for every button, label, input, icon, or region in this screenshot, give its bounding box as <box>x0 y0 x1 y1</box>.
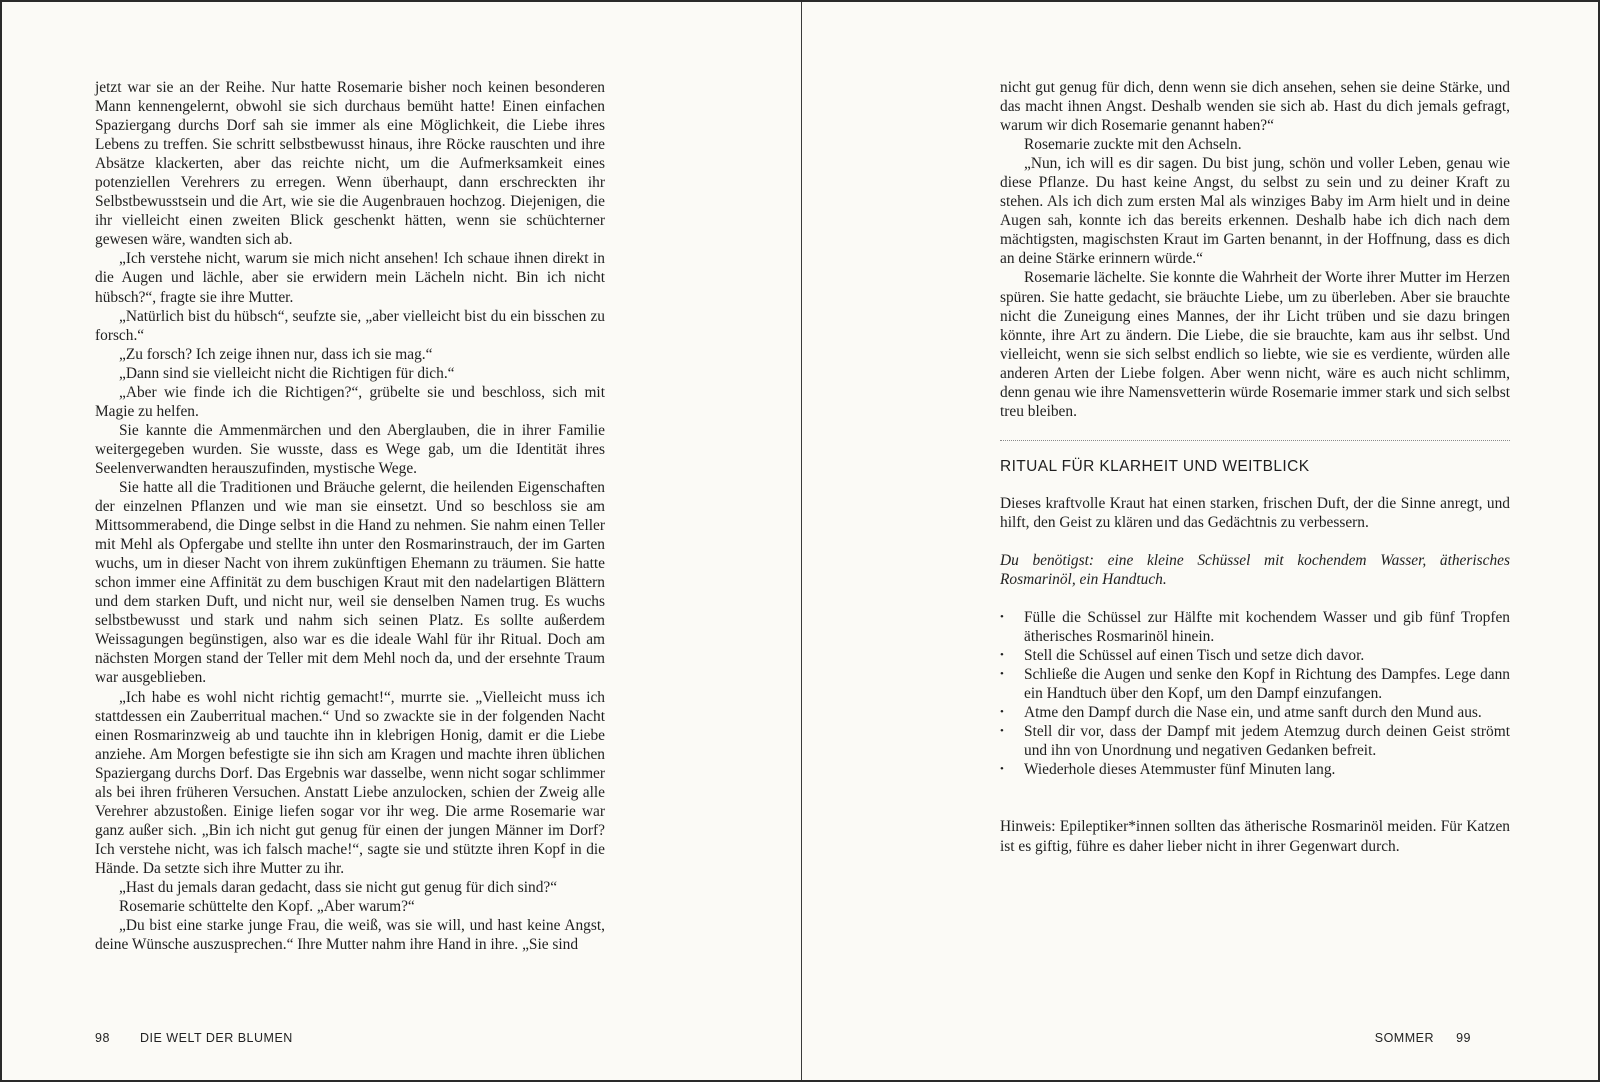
body-paragraph: „Hast du jemals daran gedacht, dass sie nicht gut genug für dich sind?“ <box>119 878 558 896</box>
bullet-icon: • <box>1000 611 1004 624</box>
body-paragraph: „Zu forsch? Ich zeige ihnen nur, dass ich sie mag.“ <box>119 345 433 363</box>
body-paragraph: jetzt war sie an der Reihe. Nur hatte Rosemarie bisher noch keinen besonderen Mann kennengelernt, obwohl sie sich durchaus bemüht hatte! Einen einfachen Spaziergang durchs Dorf sah sie immer als eine Möglichkeit, die Liebe ihres Lebens zu treffen. Sie schritt selbstbewusst hinaus, ihre Röcke rauschten und ihre Absätze klackerten, aber das reichte nicht, um die Aufmerksamkeit eines potenziellen Verehrers zu erregen. Wenn überhaupt, dann erschreckten ihr Selbstbewusstsein und die Art, wie sie die Augenbrauen hochzog. Diejenigen, die ihr vielleicht einen zweiten Blick geschenkt hätten, wenn sie schüchterner gewesen wäre, wandten sich ab. <box>95 79 605 249</box>
bullet-icon: • <box>1000 725 1004 738</box>
list-item <box>1000 608 1510 646</box>
ritual-intro: Dieses kraftvolle Kraut hat einen starken, frischen Duft, der die Sinne anregt, und hilft, den Geist zu klären und das Gedächtnis zu verbessern. <box>1000 494 1510 531</box>
list-item <box>1000 722 1510 760</box>
left-page <box>2 2 802 1080</box>
left-page-body <box>95 78 605 954</box>
step-text: Wiederhole dieses Atemmuster fünf Minuten lang. <box>1024 761 1336 779</box>
body-paragraph: Sie kannte die Ammenmärchen und den Aberglauben, die in ihrer Familie weitergegeben wurden. Sie wusste, dass es Wege gab, um die Identität ihres Seelenverwandten herauszufinden, mystische Wege. <box>95 421 605 477</box>
right-page-number: 99 <box>1456 1031 1471 1045</box>
body-paragraph: Sie hatte all die Traditionen und Bräuche gelernt, die heilenden Eigenschaften der einzelnen Pflanzen und wie man sie einsetzt. Und so beschloss sie am Mittsommerabend, die Dinge selbst in die Hand zu nehmen. Sie nahm einen Teller mit Mehl als Opfergabe und stellte ihn unter den Rosmarinstrauch, der im Garten wuchs, um in dieser Nacht von ihrem zukünftigen Ehemann zu träumen. Sie hatte schon immer eine Affinität zu dem buschigen Kraut mit den nadelartigen Blättern und dem starken Duft, und nicht nur, weil sie denselben Namen trug. Es wuchs selbstbewusst und stark und nahm sich seinen Platz. Es sollte außerdem Weissagungen begünstigen, also war es die ideale Wahl für ihr Ritual. Doch am nächsten Morgen stand der Teller mit dem Mehl noch da, und der ersehnte Traum war ausgeblieben. <box>95 478 605 687</box>
bullet-icon: • <box>1000 668 1004 681</box>
list-item <box>1000 646 1510 665</box>
bullet-icon: • <box>1000 763 1004 776</box>
ritual-steps-list <box>1000 608 1510 779</box>
body-paragraph: nicht gut genug für dich, denn wenn sie dich ansehen, sehen sie deine Stärke, und das macht ihnen Angst. Deshalb wenden sie sich ab. Hast du dich jemals gefragt, warum wir dich Rosemarie genannt haben?“ <box>1000 79 1510 135</box>
right-running-title: SOMMER <box>1374 1031 1434 1045</box>
body-paragraph: Rosemarie zuckte mit den Achseln. <box>1024 136 1242 154</box>
list-item <box>1000 760 1510 779</box>
step-text: Stell die Schüssel auf einen Tisch und setze dich davor. <box>1024 647 1365 665</box>
section-divider <box>1000 440 1510 441</box>
body-paragraph: Rosemarie lächelte. Sie konnte die Wahrheit der Worte ihrer Mutter im Herzen spüren. Sie hatte gedacht, sie bräuchte Liebe, um zu überleben. Aber sie brauchte nicht die Zuneigung eines Mannes, der ihr Licht trüben und sie dazu bringen könnte, ihre Art zu ändern. Die Liebe, die sie brauchte, kam aus ihr selbst. Und vielleicht, wenn sie sich selbst endlich so liebte, wie sie es verdiente, würden alle anderen Arten der Liebe folgen. Aber wenn nicht, wäre es auch nicht schlimm, denn genau wie ihre Namensvetterin würde Rosemarie immer stark und sich selbst treu bleiben. <box>1000 269 1510 420</box>
ritual-needs: Du benötigst: eine kleine Schüssel mit kochendem Wasser, ätherisches Rosmarinöl, ein Handtuch. <box>1000 551 1510 588</box>
right-page-body <box>1000 78 1510 856</box>
body-paragraph: Rosemarie schüttelte den Kopf. „Aber warum?“ <box>119 898 415 916</box>
left-page-number: 98 <box>95 1031 110 1045</box>
body-paragraph: „Natürlich bist du hübsch“, seufzte sie, „aber vielleicht bist du ein bisschen zu forsch.“ <box>95 307 605 344</box>
safety-note: Hinweis: Epileptiker*innen sollten das ätherische Rosmarinöl meiden. Für Katzen ist es giftig, führe es daher lieber nicht in ihrer Gegenwart durch. <box>1000 818 1510 855</box>
body-paragraph: „Du bist eine starke junge Frau, die weiß, was sie will, und hast keine Angst, deine Wünsche auszusprechen.“ Ihre Mutter nahm ihre Hand in ihre. „Sie sind <box>95 917 605 954</box>
step-text: Atme den Dampf durch die Nase ein, und atme sanft durch den Mund aus. <box>1024 704 1482 722</box>
list-item <box>1000 703 1510 722</box>
step-text: Fülle die Schüssel zur Hälfte mit kochendem Wasser und gib fünf Tropfen ätherisches Rosmarinöl hinein. <box>1024 609 1510 646</box>
body-paragraph: „Aber wie finde ich die Richtigen?“, grübelte sie und beschloss, sich mit Magie zu helfen. <box>95 383 605 420</box>
bullet-icon: • <box>1000 649 1004 662</box>
list-item <box>1000 665 1510 703</box>
ritual-heading: RITUAL FÜR KLARHEIT UND WEITBLICK <box>1000 457 1310 475</box>
body-paragraph: „Dann sind sie vielleicht nicht die Richtigen für dich.“ <box>119 364 455 382</box>
step-text: Schließe die Augen und senke den Kopf in Richtung des Dampfes. Lege dann ein Handtuch über den Kopf, um den Dampf einzufangen. <box>1024 666 1510 703</box>
body-paragraph: „Nun, ich will es dir sagen. Du bist jung, schön und voller Leben, genau wie diese Pflanze. Du hast keine Angst, du selbst zu sein und zu deiner Kraft zu stehen. Als ich dich zum ersten Mal als winziges Baby im Arm hielt und in deine Augen sah, konnte ich das bereits erkennen. Deshalb habe ich dich nach dem mächtigsten, magischsten Kraut im Garten benannt, in der Hoffnung, dass es dich an deine Stärke erinnern würde.“ <box>1000 155 1510 268</box>
left-running-title: DIE WELT DER BLUMEN <box>140 1031 293 1045</box>
body-paragraph: „Ich verstehe nicht, warum sie mich nicht ansehen! Ich schaue ihnen direkt in die Augen und lächle, aber sie erwidern mein Lächeln nicht. Bin ich nicht hübsch?“, fragte sie ihre Mutter. <box>95 250 605 306</box>
step-text: Stell dir vor, dass der Dampf mit jedem Atemzug durch deinen Geist strömt und ihn von Unordnung und negativen Gedanken befreit. <box>1024 723 1510 760</box>
right-page <box>802 2 1598 1080</box>
body-paragraph: „Ich habe es wohl nicht richtig gemacht!“, murrte sie. „Vielleicht muss ich stattdessen ein Zauberritual machen.“ Und so zwackte sie in der folgenden Nacht einen Rosmarinzweig ab und tauchte ihn in klebrigen Honig, damit er die Liebe anziehe. Am Morgen befestigte sie ihn sich am Kragen und machte ihren üblichen Spaziergang durchs Dorf. Das Ergebnis war dasselbe, wenn nicht sogar schlimmer als bei ihren früheren Versuchen. Anstatt Liebe anzulocken, schien der Zweig alle Verehrer abzustoßen. Einige liefen sogar vor ihr weg. Die arme Rosemarie war ganz außer sich. „Bin ich nicht gut genug für einen der jungen Männer im Dorf? Ich verstehe nicht, was ich falsch mache!“, sagte sie und stützte ihren Kopf in die Hände. Da setzte sich ihre Mutter zu ihr. <box>95 688 605 877</box>
bullet-icon: • <box>1000 706 1004 719</box>
